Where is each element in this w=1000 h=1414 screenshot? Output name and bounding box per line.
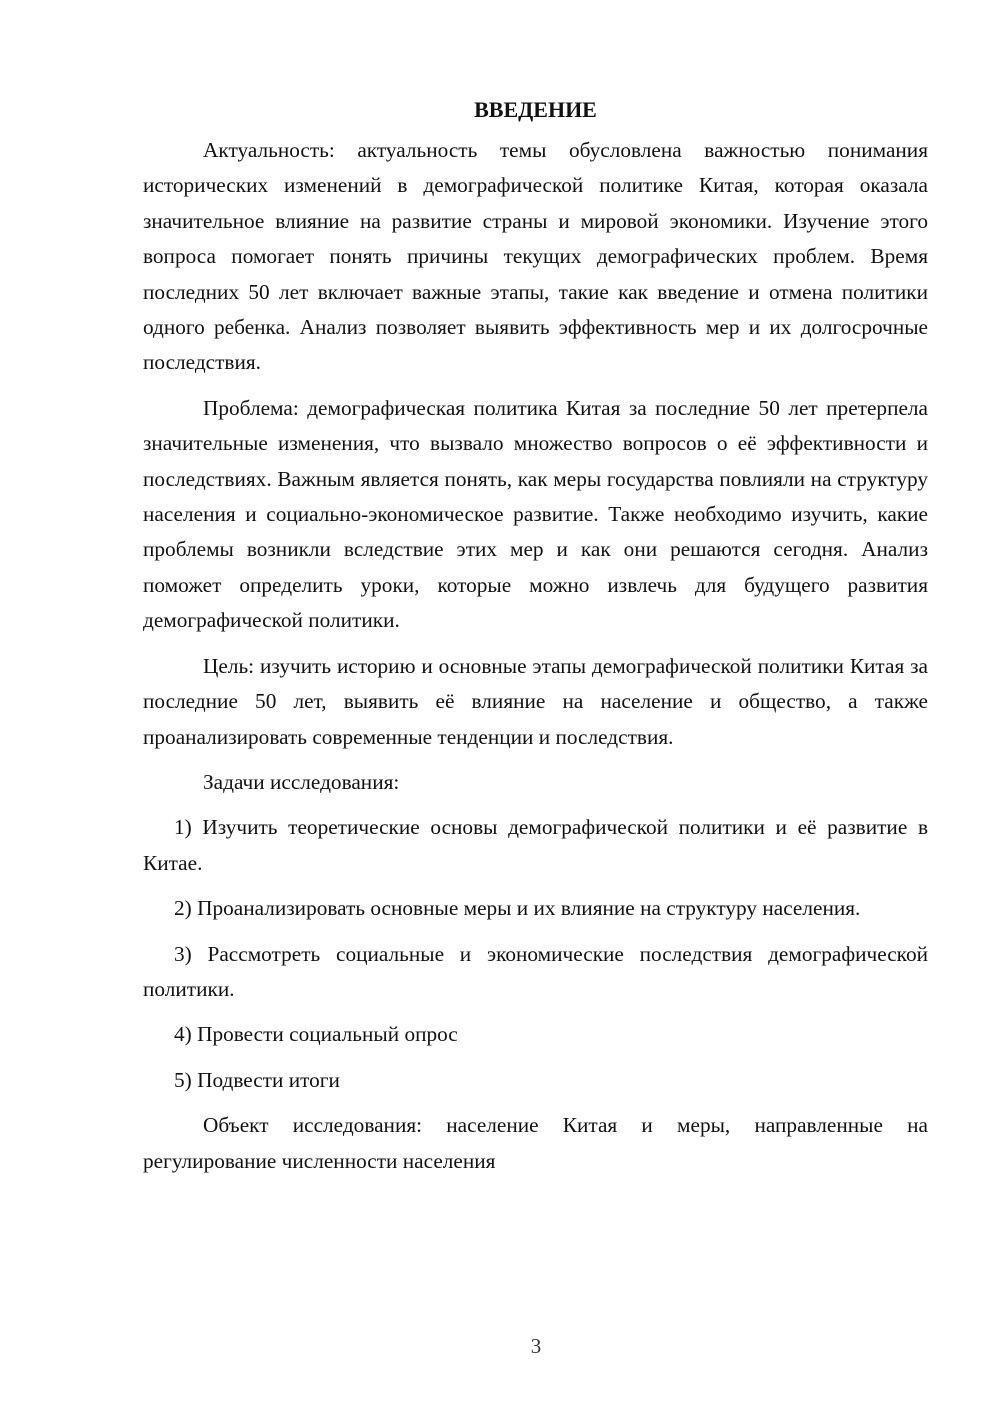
research-object-paragraph: Объект исследования: население Китая и меры, направленные на регулирование численности населения bbox=[143, 1113, 928, 1173]
problem-paragraph: Проблема: демографическая политика Китая за последние 50 лет претерпела значительные изменения, что вызвало множество вопросов о её эффективности и последствиях. Важным является понять, как меры государства повлияли на структуру населения и социально-экономическое развитие. Также необходимо изучить, какие проблемы возникли вследствие этих мер и как они решаются сегодня. Анализ поможет определить уроки, которые можно извлечь для будущего развития демографической политики. bbox=[143, 395, 928, 633]
task-item-3: 3) Рассмотреть социальные и экономические последствия демографической политики. bbox=[143, 941, 928, 1001]
task-item-1: 1) Изучить теоретические основы демографической политики и её развитие в Китае. bbox=[143, 815, 928, 875]
task-item-2: 2) Проанализировать основные меры и их влияние на структуру населения. bbox=[174, 896, 861, 921]
relevance-paragraph: Актуальность: актуальность темы обусловлена важностью понимания исторических изменений в демографической политике Китая, которая оказала значительное влияние на развитие страны и мировой экономики. Изучение этого вопроса помогает понять причины текущих демографических проблем. Время последних 50 лет включает важные этапы, такие как введение и отмена политики одного ребенка. Анализ позволяет выявить эффективность мер и их долгосрочные последствия. bbox=[143, 138, 928, 375]
goal-paragraph: Цель: изучить историю и основные этапы демографической политики Китая за последние 50 лет, выявить её влияние на население и общество, а также проанализировать современные тенденции и последствия. bbox=[143, 653, 928, 749]
section-heading: ВВЕДЕНИЕ bbox=[474, 97, 597, 122]
document-page bbox=[143, 92, 928, 1179]
tasks-heading: Задачи исследования: bbox=[203, 769, 400, 794]
task-item-4: 4) Провести социальный опрос bbox=[174, 1022, 458, 1047]
task-item-5: 5) Подвести итоги bbox=[174, 1067, 340, 1092]
page-number: 3 bbox=[530, 1334, 542, 1358]
